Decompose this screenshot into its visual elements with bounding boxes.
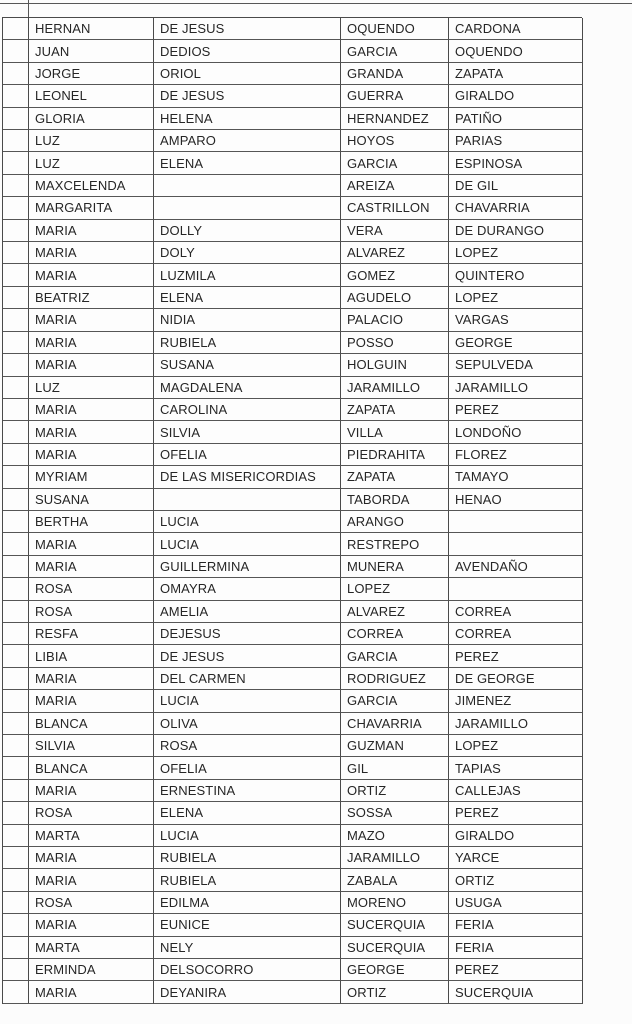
first-surname-cell: CASTRILLON [341, 197, 449, 219]
first-name-cell: BLANCA [29, 713, 154, 735]
first-surname-cell: ARANGO [341, 511, 449, 533]
second-surname-cell: PEREZ [449, 802, 583, 824]
first-name-cell: MARIA [29, 421, 154, 443]
second-surname-cell: CHAVARRIA [449, 197, 583, 219]
second-surname-cell: LOPEZ [449, 735, 583, 757]
first-surname-cell: HERNANDEZ [341, 108, 449, 130]
first-name-cell: BERTHA [29, 511, 154, 533]
row-margin-cell [3, 847, 29, 869]
second-surname-cell: GEORGE [449, 332, 583, 354]
second-surname-cell: YARCE [449, 847, 583, 869]
middle-name-cell: ERNESTINA [154, 780, 341, 802]
second-surname-cell: OQUENDO [449, 40, 583, 62]
second-surname-cell: CARDONA [449, 18, 583, 40]
second-surname-cell: GIRALDO [449, 825, 583, 847]
first-surname-cell: MAZO [341, 825, 449, 847]
second-surname-cell: TAMAYO [449, 466, 583, 488]
second-surname-cell: AVENDAÑO [449, 556, 583, 578]
row-margin-cell [3, 735, 29, 757]
first-surname-cell: GUZMAN [341, 735, 449, 757]
second-surname-cell: FERIA [449, 937, 583, 959]
row-margin-cell [3, 623, 29, 645]
first-name-cell: MARGARITA [29, 197, 154, 219]
second-surname-cell: SUCERQUIA [449, 981, 583, 1003]
first-name-cell: LEONEL [29, 85, 154, 107]
first-surname-cell: HOLGUIN [341, 354, 449, 376]
row-margin-cell [3, 937, 29, 959]
row-margin-cell [3, 242, 29, 264]
first-name-cell: ROSA [29, 892, 154, 914]
row-margin-cell [3, 959, 29, 981]
middle-name-cell: ROSA [154, 735, 341, 757]
middle-name-cell: LUCIA [154, 533, 341, 555]
first-surname-cell: GARCIA [341, 40, 449, 62]
row-margin-cell [3, 220, 29, 242]
middle-name-cell: OFELIA [154, 444, 341, 466]
first-name-cell: MARIA [29, 780, 154, 802]
row-margin-cell [3, 175, 29, 197]
first-surname-cell: VILLA [341, 421, 449, 443]
first-surname-cell: SUCERQUIA [341, 914, 449, 936]
row-margin-cell [3, 556, 29, 578]
row-margin-cell [3, 197, 29, 219]
first-surname-cell: MORENO [341, 892, 449, 914]
middle-name-cell: DE JESUS [154, 18, 341, 40]
row-margin-cell [3, 332, 29, 354]
middle-name-cell [154, 489, 341, 511]
middle-name-cell: ORIOL [154, 63, 341, 85]
row-margin-cell [3, 757, 29, 779]
row-margin-cell [3, 152, 29, 174]
middle-name-cell: SILVIA [154, 421, 341, 443]
cutoff-row-divider [0, 3, 632, 4]
second-surname-cell [449, 578, 583, 600]
first-surname-cell: CORREA [341, 623, 449, 645]
first-name-cell: LIBIA [29, 645, 154, 667]
row-margin-cell [3, 489, 29, 511]
first-surname-cell: SUCERQUIA [341, 937, 449, 959]
first-name-cell: HERNAN [29, 18, 154, 40]
names-table [2, 17, 582, 1004]
first-name-cell: MARIA [29, 220, 154, 242]
middle-name-cell: EDILMA [154, 892, 341, 914]
second-surname-cell: LONDOÑO [449, 421, 583, 443]
middle-name-cell [154, 197, 341, 219]
first-surname-cell: POSSO [341, 332, 449, 354]
first-surname-cell: JARAMILLO [341, 847, 449, 869]
first-surname-cell: GARCIA [341, 152, 449, 174]
middle-name-cell: SUSANA [154, 354, 341, 376]
middle-name-cell: LUCIA [154, 690, 341, 712]
row-margin-cell [3, 981, 29, 1003]
first-surname-cell: GARCIA [341, 690, 449, 712]
first-name-cell: MARIA [29, 668, 154, 690]
row-margin-cell [3, 63, 29, 85]
second-surname-cell: CALLEJAS [449, 780, 583, 802]
row-margin-cell [3, 825, 29, 847]
row-margin-cell [3, 85, 29, 107]
first-surname-cell: ALVAREZ [341, 601, 449, 623]
row-margin-cell [3, 533, 29, 555]
first-surname-cell: GARCIA [341, 645, 449, 667]
first-name-cell: MARIA [29, 242, 154, 264]
first-surname-cell: RESTREPO [341, 533, 449, 555]
row-margin-cell [3, 377, 29, 399]
first-surname-cell: JARAMILLO [341, 377, 449, 399]
first-surname-cell: OQUENDO [341, 18, 449, 40]
first-name-cell: MAXCELENDA [29, 175, 154, 197]
second-surname-cell: USUGA [449, 892, 583, 914]
row-margin-cell [3, 690, 29, 712]
first-name-cell: ROSA [29, 578, 154, 600]
middle-name-cell: RUBIELA [154, 332, 341, 354]
row-margin-cell [3, 914, 29, 936]
middle-name-cell: OFELIA [154, 757, 341, 779]
first-name-cell: MARIA [29, 264, 154, 286]
middle-name-cell: DEL CARMEN [154, 668, 341, 690]
second-surname-cell: JARAMILLO [449, 377, 583, 399]
first-name-cell: BEATRIZ [29, 287, 154, 309]
first-surname-cell: SOSSA [341, 802, 449, 824]
first-surname-cell: ZAPATA [341, 399, 449, 421]
row-margin-cell [3, 780, 29, 802]
second-surname-cell: DE DURANGO [449, 220, 583, 242]
row-margin-cell [3, 466, 29, 488]
middle-name-cell [154, 175, 341, 197]
second-surname-cell: DE GIL [449, 175, 583, 197]
row-margin-cell [3, 668, 29, 690]
first-surname-cell: ORTIZ [341, 981, 449, 1003]
second-surname-cell [449, 533, 583, 555]
middle-name-cell: DEJESUS [154, 623, 341, 645]
second-surname-cell: HENAO [449, 489, 583, 511]
middle-name-cell: DEDIOS [154, 40, 341, 62]
second-surname-cell: LOPEZ [449, 242, 583, 264]
first-surname-cell: VERA [341, 220, 449, 242]
first-name-cell: JORGE [29, 63, 154, 85]
row-margin-cell [3, 354, 29, 376]
first-surname-cell: GOMEZ [341, 264, 449, 286]
first-name-cell: MARTA [29, 937, 154, 959]
middle-name-cell: MAGDALENA [154, 377, 341, 399]
middle-name-cell: HELENA [154, 108, 341, 130]
row-margin-cell [3, 309, 29, 331]
row-margin-cell [3, 130, 29, 152]
second-surname-cell: ZAPATA [449, 63, 583, 85]
row-margin-cell [3, 601, 29, 623]
first-name-cell: MARIA [29, 309, 154, 331]
row-margin-cell [3, 892, 29, 914]
first-name-cell: ERMINDA [29, 959, 154, 981]
first-name-cell: MARIA [29, 690, 154, 712]
middle-name-cell: RUBIELA [154, 869, 341, 891]
middle-name-cell: AMELIA [154, 601, 341, 623]
row-margin-cell [3, 713, 29, 735]
middle-name-cell: LUZMILA [154, 264, 341, 286]
second-surname-cell: GIRALDO [449, 85, 583, 107]
second-surname-cell: ESPINOSA [449, 152, 583, 174]
row-margin-cell [3, 399, 29, 421]
first-surname-cell: AGUDELO [341, 287, 449, 309]
first-name-cell: MYRIAM [29, 466, 154, 488]
first-surname-cell: TABORDA [341, 489, 449, 511]
second-surname-cell: ORTIZ [449, 869, 583, 891]
first-name-cell: GLORIA [29, 108, 154, 130]
first-surname-cell: AREIZA [341, 175, 449, 197]
first-name-cell: MARIA [29, 354, 154, 376]
first-surname-cell: GIL [341, 757, 449, 779]
row-margin-cell [3, 869, 29, 891]
first-surname-cell: GUERRA [341, 85, 449, 107]
middle-name-cell: LUCIA [154, 511, 341, 533]
row-margin-cell [3, 108, 29, 130]
first-surname-cell: GEORGE [341, 959, 449, 981]
second-surname-cell: LOPEZ [449, 287, 583, 309]
middle-name-cell: DEYANIRA [154, 981, 341, 1003]
second-surname-cell: PATIÑO [449, 108, 583, 130]
middle-name-cell: DE JESUS [154, 645, 341, 667]
first-name-cell: SILVIA [29, 735, 154, 757]
row-margin-cell [3, 578, 29, 600]
row-margin-cell [3, 40, 29, 62]
first-surname-cell: GRANDA [341, 63, 449, 85]
second-surname-cell: FLOREZ [449, 444, 583, 466]
first-name-cell: LUZ [29, 377, 154, 399]
first-surname-cell: RODRIGUEZ [341, 668, 449, 690]
first-name-cell: MARIA [29, 399, 154, 421]
row-margin-cell [3, 645, 29, 667]
first-name-cell: RESFA [29, 623, 154, 645]
row-margin-cell [3, 421, 29, 443]
middle-name-cell: DE LAS MISERICORDIAS [154, 466, 341, 488]
middle-name-cell: OLIVA [154, 713, 341, 735]
second-surname-cell [449, 511, 583, 533]
first-surname-cell: CHAVARRIA [341, 713, 449, 735]
second-surname-cell: DE GEORGE [449, 668, 583, 690]
first-surname-cell: ALVAREZ [341, 242, 449, 264]
middle-name-cell: ELENA [154, 152, 341, 174]
first-name-cell: MARIA [29, 444, 154, 466]
first-name-cell: LUZ [29, 152, 154, 174]
middle-name-cell: DOLY [154, 242, 341, 264]
middle-name-cell: CAROLINA [154, 399, 341, 421]
second-surname-cell: PEREZ [449, 645, 583, 667]
middle-name-cell: NIDIA [154, 309, 341, 331]
middle-name-cell: LUCIA [154, 825, 341, 847]
row-margin-cell [3, 802, 29, 824]
middle-name-cell: AMPARO [154, 130, 341, 152]
first-surname-cell: LOPEZ [341, 578, 449, 600]
second-surname-cell: JIMENEZ [449, 690, 583, 712]
second-surname-cell: VARGAS [449, 309, 583, 331]
second-surname-cell: SEPULVEDA [449, 354, 583, 376]
second-surname-cell: PEREZ [449, 399, 583, 421]
first-name-cell: BLANCA [29, 757, 154, 779]
row-margin-cell [3, 264, 29, 286]
middle-name-cell: RUBIELA [154, 847, 341, 869]
first-surname-cell: MUNERA [341, 556, 449, 578]
middle-name-cell: ELENA [154, 802, 341, 824]
first-name-cell: SUSANA [29, 489, 154, 511]
first-name-cell: MARIA [29, 332, 154, 354]
second-surname-cell: PARIAS [449, 130, 583, 152]
row-margin-cell [3, 511, 29, 533]
first-name-cell: MARIA [29, 533, 154, 555]
first-name-cell: MARIA [29, 914, 154, 936]
first-surname-cell: PALACIO [341, 309, 449, 331]
first-surname-cell: ORTIZ [341, 780, 449, 802]
first-surname-cell: ZABALA [341, 869, 449, 891]
middle-name-cell: EUNICE [154, 914, 341, 936]
second-surname-cell: CORREA [449, 623, 583, 645]
first-surname-cell: HOYOS [341, 130, 449, 152]
first-name-cell: MARIA [29, 556, 154, 578]
second-surname-cell: PEREZ [449, 959, 583, 981]
first-surname-cell: ZAPATA [341, 466, 449, 488]
second-surname-cell: TAPIAS [449, 757, 583, 779]
first-surname-cell: PIEDRAHITA [341, 444, 449, 466]
cutoff-row-column-divider [28, 0, 29, 18]
first-name-cell: JUAN [29, 40, 154, 62]
middle-name-cell: NELY [154, 937, 341, 959]
middle-name-cell: DELSOCORRO [154, 959, 341, 981]
first-name-cell: LUZ [29, 130, 154, 152]
second-surname-cell: FERIA [449, 914, 583, 936]
first-name-cell: MARTA [29, 825, 154, 847]
middle-name-cell: DOLLY [154, 220, 341, 242]
first-name-cell: MARIA [29, 981, 154, 1003]
row-margin-cell [3, 444, 29, 466]
middle-name-cell: OMAYRA [154, 578, 341, 600]
first-name-cell: ROSA [29, 802, 154, 824]
row-margin-cell [3, 18, 29, 40]
middle-name-cell: GUILLERMINA [154, 556, 341, 578]
row-margin-cell [3, 287, 29, 309]
first-name-cell: ROSA [29, 601, 154, 623]
first-name-cell: MARIA [29, 869, 154, 891]
second-surname-cell: QUINTERO [449, 264, 583, 286]
middle-name-cell: ELENA [154, 287, 341, 309]
second-surname-cell: CORREA [449, 601, 583, 623]
first-name-cell: MARIA [29, 847, 154, 869]
second-surname-cell: JARAMILLO [449, 713, 583, 735]
middle-name-cell: DE JESUS [154, 85, 341, 107]
